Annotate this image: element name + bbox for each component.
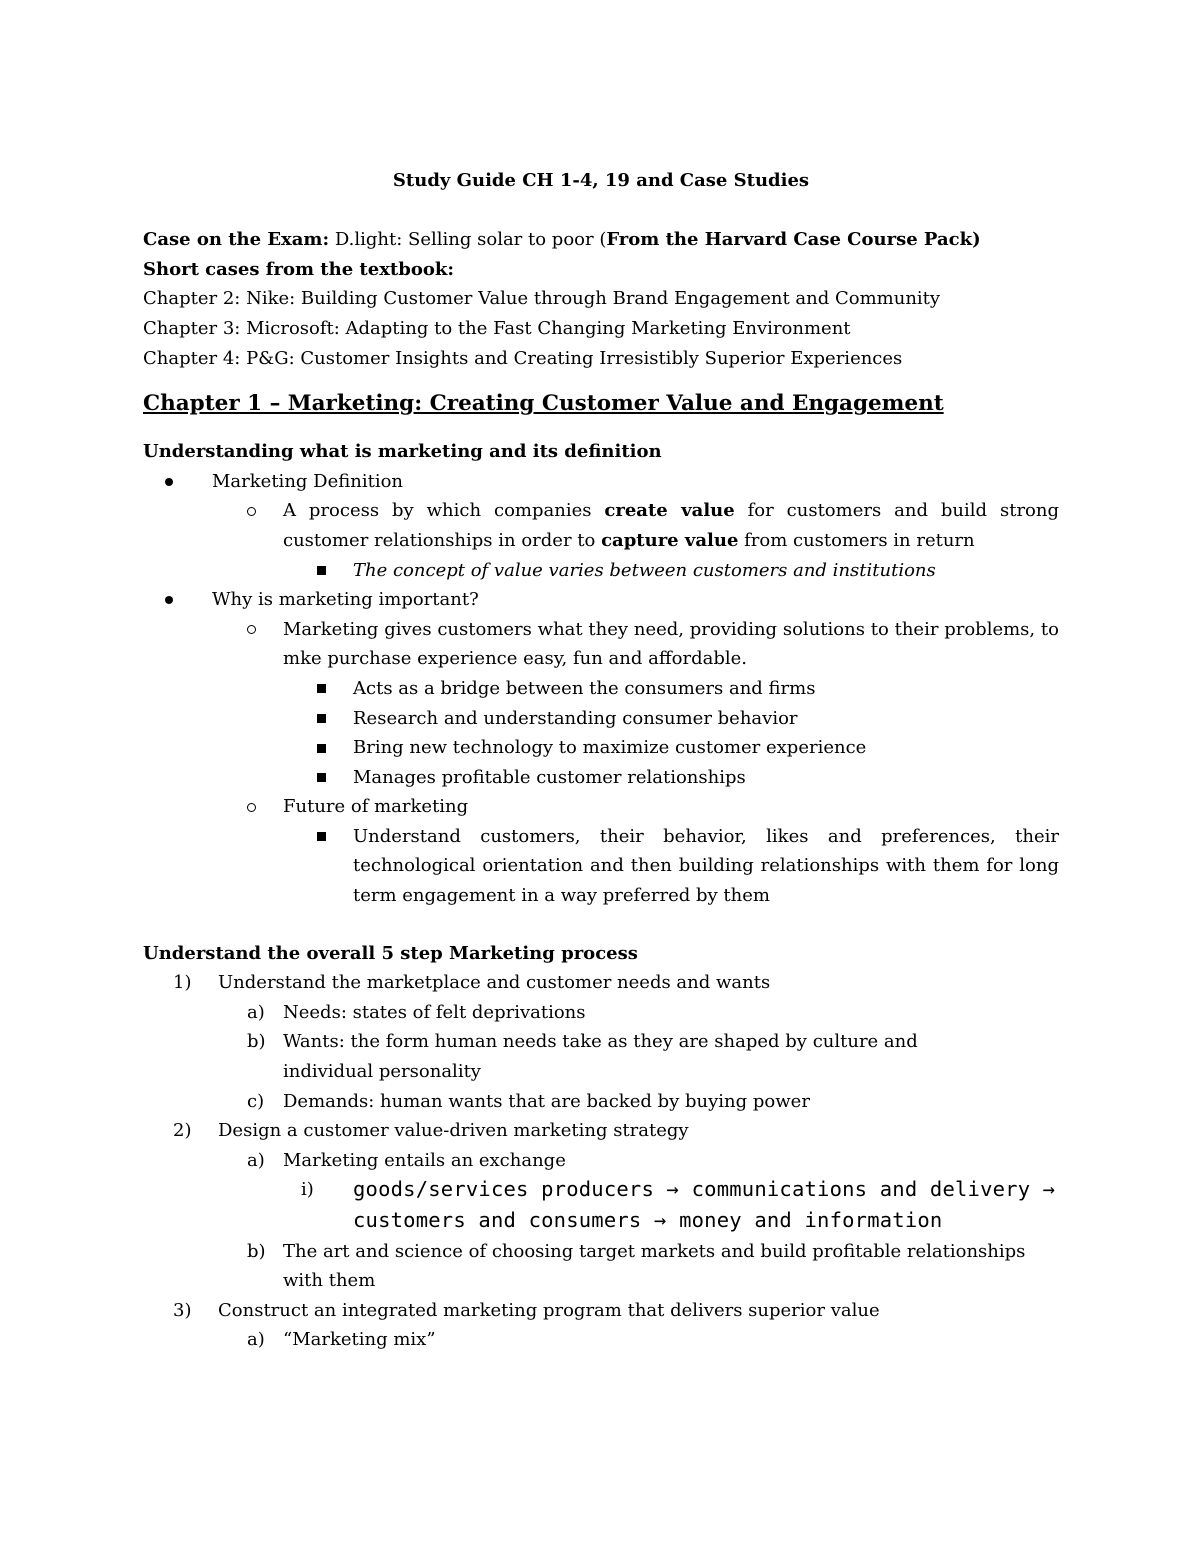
list-item (143, 998, 1059, 1028)
bullet-square-icon (317, 674, 326, 704)
bullet-circle-icon (247, 496, 256, 526)
list-item-text: Bring new technology to maximize customer experience (353, 737, 867, 759)
short-case-item: Chapter 2: Nike: Building Customer Value through Brand Engagement and Community (143, 288, 941, 310)
list-item (143, 1325, 1059, 1355)
list-marker: a) (247, 1329, 265, 1351)
bullet-square-icon (317, 704, 326, 734)
bullet-circle-icon (247, 615, 256, 645)
list-marker: 1) (173, 972, 192, 994)
list-item-text: The art and science of choosing target markets and build profitable relationships with them (283, 1240, 1026, 1292)
create-value-term: create value (604, 500, 735, 522)
list-item (143, 704, 1059, 734)
list-item (143, 674, 1059, 704)
list-item-text: Needs: states of felt deprivations (283, 1001, 586, 1023)
list-item (143, 1296, 1059, 1326)
list-item (143, 968, 1059, 998)
list-marker: i) (301, 1179, 314, 1201)
list-item-text: Design a customer value-driven marketing strategy (218, 1120, 689, 1142)
list-item (143, 1237, 1059, 1296)
list-item (143, 556, 1059, 586)
section-heading: Understand the overall 5 step Marketing process (143, 942, 638, 964)
exam-case-text: D.light: Selling solar to poor ( (329, 229, 607, 251)
list-item-text: Wants: the form human needs take as they are shaped by culture and individual personality (283, 1031, 918, 1083)
list-item (143, 1116, 1059, 1146)
list-item-text: Marketing entails an exchange (283, 1149, 566, 1171)
bullet-square-icon (317, 733, 326, 763)
capture-value-term: capture value (601, 529, 739, 551)
list-item (143, 792, 1059, 822)
list-item-text: Marketing gives customers what they need, providing solutions to their problems, to mke purchase experience easy, fun and affordable. (283, 618, 1059, 670)
chapter-heading: Chapter 1 – Marketing: Creating Customer Value and Engagement (143, 391, 944, 417)
list-item-text: “Marketing mix” (283, 1329, 436, 1351)
list-marker: c) (247, 1090, 265, 1112)
short-cases-heading: Short cases from the textbook: (143, 258, 454, 280)
section-heading: Understanding what is marketing and its definition (143, 441, 662, 463)
list-item-text: The concept of value varies between customers and institutions (353, 559, 936, 581)
bullet-square-icon (317, 556, 326, 586)
list-item (143, 822, 1059, 911)
list-item (143, 1146, 1059, 1176)
list-item (143, 763, 1059, 793)
list-item (143, 1175, 1059, 1236)
exam-case-source: From the Harvard Case Course Pack) (606, 229, 981, 251)
bullet-circle-icon (247, 792, 256, 822)
list-marker: 3) (173, 1299, 192, 1321)
exchange-flow-text: goods/services producers → communications and delivery → customers and consumers → money and information (353, 1177, 1056, 1232)
list-item (143, 733, 1059, 763)
list-marker: a) (247, 1149, 265, 1171)
bullet-disc-icon (165, 585, 173, 615)
exam-case-label: Case on the Exam: (143, 229, 330, 251)
list-item (143, 585, 1059, 615)
list-item-text: Manages profitable customer relationships (353, 766, 746, 788)
bullet-disc-icon (165, 467, 173, 497)
list-item-text: Why is marketing important? (212, 589, 479, 611)
list-item (143, 1087, 1059, 1117)
list-item-text: Research and understanding consumer behavior (353, 707, 798, 729)
list-item-text: Acts as a bridge between the consumers and firms (353, 677, 816, 699)
short-case-item: Chapter 4: P&G: Customer Insights and Creating Irresistibly Superior Experiences (143, 347, 903, 369)
document-body (143, 166, 1059, 1355)
page-title: Study Guide CH 1-4, 19 and Case Studies (392, 170, 810, 191)
list-marker: a) (247, 1001, 265, 1023)
list-marker: b) (247, 1031, 266, 1053)
list-marker: 2) (173, 1120, 192, 1142)
list-item (143, 496, 1059, 555)
list-item (143, 615, 1059, 674)
short-case-item: Chapter 3: Microsoft: Adapting to the Fast Changing Marketing Environment (143, 317, 851, 339)
list-item (143, 467, 1059, 497)
process-steps-list (143, 968, 1059, 1355)
definition-list (143, 467, 1059, 911)
list-item (143, 1027, 1059, 1086)
list-marker: b) (247, 1240, 266, 1262)
list-item-text: Future of marketing (283, 796, 469, 818)
list-item-text: Understand customers, their behavior, likes and preferences, their technological orientation and then building relationships with them for long term engagement in a way preferred by them (353, 825, 1059, 907)
exam-case-line (143, 225, 1059, 255)
bullet-square-icon (317, 822, 326, 852)
list-item-text: A process by which companies create value for customers and build strong customer relationships in order to capture value from customers in return (283, 500, 1059, 551)
list-item-text: Demands: human wants that are backed by buying power (283, 1090, 810, 1112)
list-item-text: Understand the marketplace and customer needs and wants (218, 972, 771, 994)
bullet-square-icon (317, 763, 326, 793)
list-item-text: Marketing Definition (212, 470, 404, 492)
list-item-text: Construct an integrated marketing program that delivers superior value (218, 1299, 880, 1321)
